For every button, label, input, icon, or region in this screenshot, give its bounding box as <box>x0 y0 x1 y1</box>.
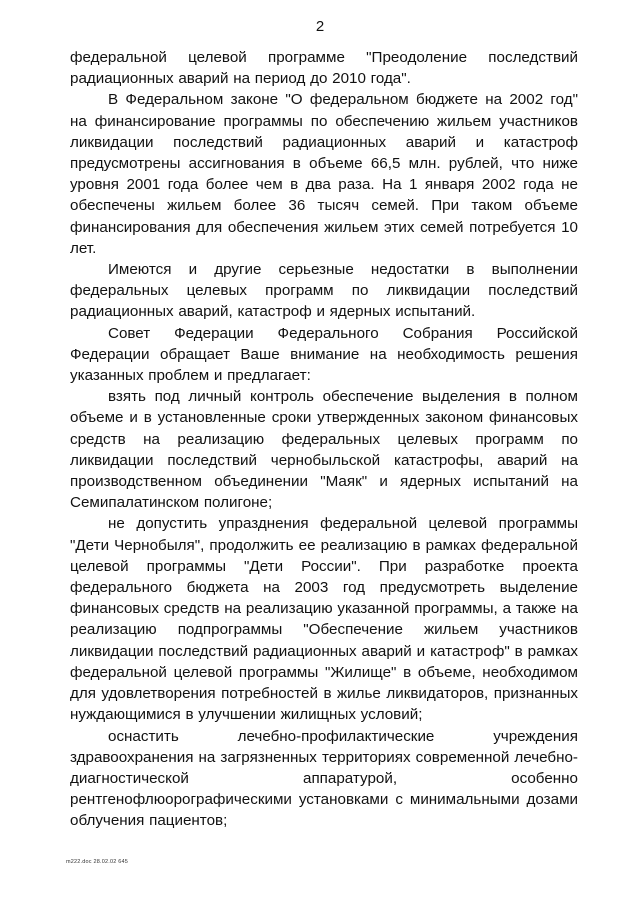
paragraph-budget-housing: В Федеральном законе "О федеральном бюджете на 2002 год" на финансирование программы по обеспечению жильем участников ликвидации последствий радиационных аварий и катастроф предусмотрены ассигнования в объеме 66,5 млн. рублей, что ниже уровня 2001 года более чем в два раза. На 1 января 2002 года не обеспечены жильем более 36 тысяч семей. При таком объеме финансирования для обеспечения жильем этих семей потребуется 10 лет. <box>70 91 578 257</box>
document-body <box>70 47 578 832</box>
paragraph-continuation: федеральной целевой программе "Преодоление последствий радиационных аварий на период до 2010 года". <box>70 49 578 88</box>
paragraph-proposal-children-program: не допустить упразднения федеральной целевой программы "Дети Чернобыля", продолжить ее реализацию в рамках федеральной целевой программы "Дети России". При разработке проекта федерального бюджета на 2003 год предусмотреть выделение финансовых средств на реализацию указанной программы, а также на реализацию подпрограммы "Обеспечение жильем участников ликвидации последствий радиационных аварий и катастроф" в рамках федеральной целевой программы "Жилище" в объеме, необходимом для удовлетворения потребностей в жилье ликвидаторов, признанных нуждающимися в улучшении жилищных условий; <box>70 515 578 724</box>
paragraph-shortcomings: Имеются и другие серьезные недостатки в выполнении федеральных целевых программ по ликвидации последствий радиационных аварий, катастроф и ядерных испытаний. <box>70 261 578 321</box>
page-number: 2 <box>315 18 325 35</box>
paragraph-council-appeal: Совет Федерации Федерального Собрания Российской Федерации обращает Ваше внимание на необходимость решения указанных проблем и предлагает: <box>70 324 578 385</box>
paragraph-proposal-equipment: оснастить лечебно-профилактические учреждения здравоохранения на загрязненных территориях современной лечебно-диагностической аппаратурой, особенно рентгенофлюорографическими установками с минимальными дозами облучения пациентов; <box>70 727 578 830</box>
paragraph-proposal-control: взять под личный контроль обеспечение выделения в полном объеме и в установленные сроки утвержденных законом финансовых средств на реализацию федеральных целевых программ по ликвидации последствий чернобыльской катастрофы, аварий на производственном объединении "Маяк" и ядерных испытаний на Семипалатинском полигоне; <box>70 388 578 512</box>
footer-file-reference: m222.doc 28.02.02 645 <box>66 859 128 865</box>
